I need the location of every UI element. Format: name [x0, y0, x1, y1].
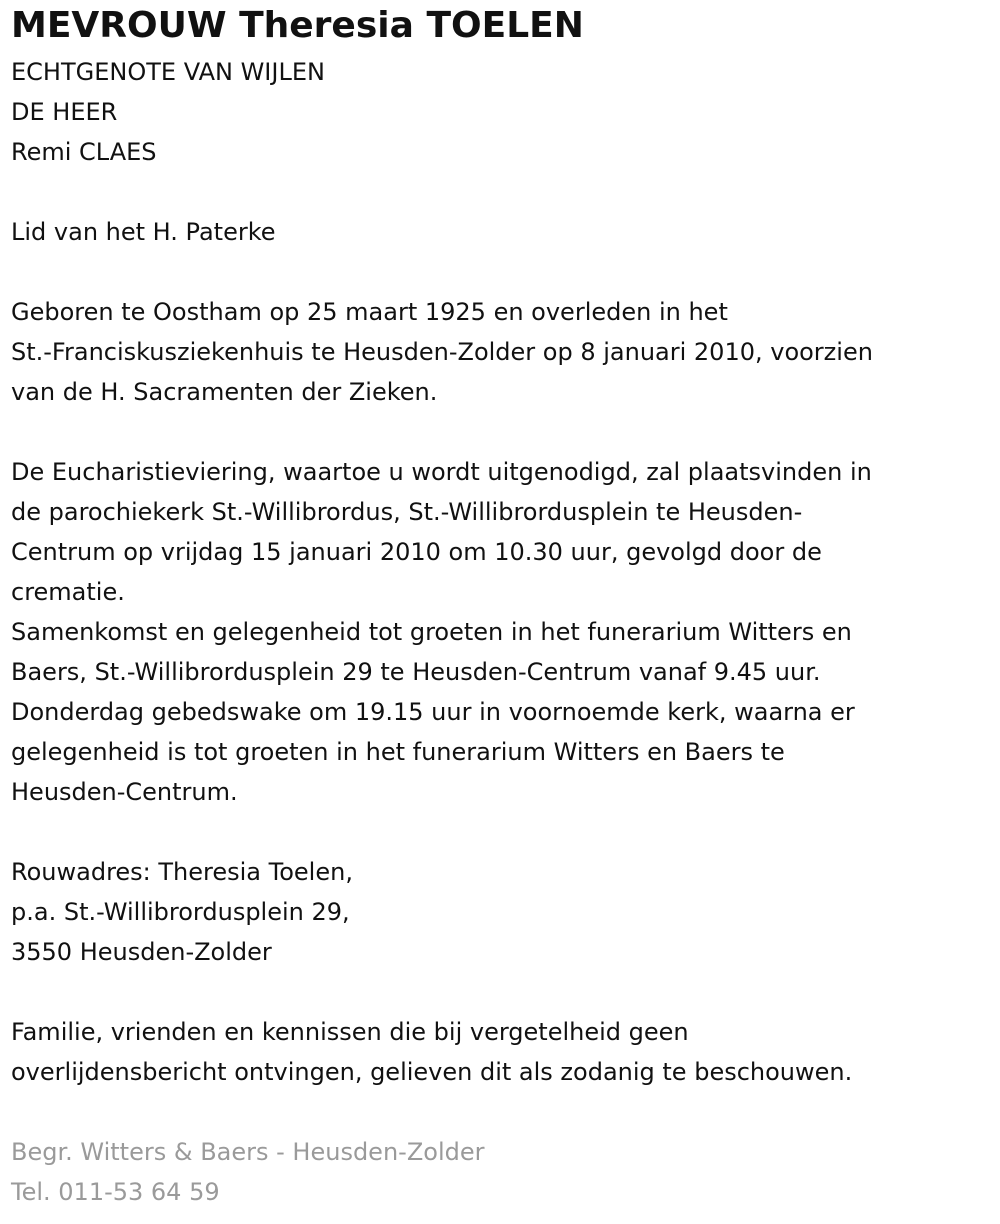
spacer: [11, 252, 991, 292]
spouse-name: Remi CLAES: [11, 138, 157, 166]
spouse-block: [11, 52, 991, 172]
birth-death-paragraph: [11, 292, 991, 412]
death-notice: [11, 0, 991, 1212]
paragraph-line: Baers, St.-Willibrordusplein 29 te Heusden-Centrum vanaf 9.45 uur.: [11, 658, 821, 686]
spacer: [11, 172, 991, 212]
membership-line: Lid van het H. Paterke: [11, 218, 276, 246]
paragraph-line: St.-Franciskusziekenhuis te Heusden-Zolder op 8 januari 2010, voorzien: [11, 338, 873, 366]
spacer: [11, 412, 991, 452]
spacer: [11, 1092, 991, 1132]
address-line: 3550 Heusden-Zolder: [11, 938, 272, 966]
ceremony-paragraph: [11, 452, 991, 812]
paragraph-line: Heusden-Centrum.: [11, 778, 238, 806]
paragraph-line: Centrum op vrijdag 15 januari 2010 om 10.30 uur, gevolgd door de: [11, 538, 822, 566]
undertaker-name: Begr. Witters & Baers - Heusden-Zolder: [11, 1138, 485, 1166]
paragraph-line: gelegenheid is tot groeten in het funerarium Witters en Baers te: [11, 738, 785, 766]
spacer: [11, 972, 991, 1012]
undertaker-phone: Tel. 011-53 64 59: [11, 1178, 220, 1206]
spouse-line: ECHTGENOTE VAN WIJLEN: [11, 58, 325, 86]
undertaker-footer: [11, 1132, 991, 1212]
paragraph-line: De Eucharistieviering, waartoe u wordt uitgenodigd, zal plaatsvinden in: [11, 458, 872, 486]
spouse-line: DE HEER: [11, 98, 118, 126]
address-line: Rouwadres: Theresia Toelen,: [11, 858, 353, 886]
paragraph-line: overlijdensbericht ontvingen, gelieven dit als zodanig te beschouwen.: [11, 1058, 853, 1086]
address-line: p.a. St.-Willibrordusplein 29,: [11, 898, 350, 926]
paragraph-line: van de H. Sacramenten der Zieken.: [11, 378, 438, 406]
family-note-paragraph: [11, 1012, 991, 1092]
deceased-name-heading: MEVROUW Theresia TOELEN: [11, 5, 584, 46]
paragraph-line: Geboren te Oostham op 25 maart 1925 en overleden in het: [11, 298, 728, 326]
paragraph-line: de parochiekerk St.-Willibrordus, St.-Willibrordusplein te Heusden-: [11, 498, 803, 526]
paragraph-line: crematie.: [11, 578, 125, 606]
paragraph-line: Samenkomst en gelegenheid tot groeten in het funerarium Witters en: [11, 618, 852, 646]
paragraph-line: Familie, vrienden en kennissen die bij vergetelheid geen: [11, 1018, 689, 1046]
paragraph-line: Donderdag gebedswake om 19.15 uur in voornoemde kerk, waarna er: [11, 698, 855, 726]
spacer: [11, 812, 991, 852]
mourning-address-block: [11, 852, 991, 972]
